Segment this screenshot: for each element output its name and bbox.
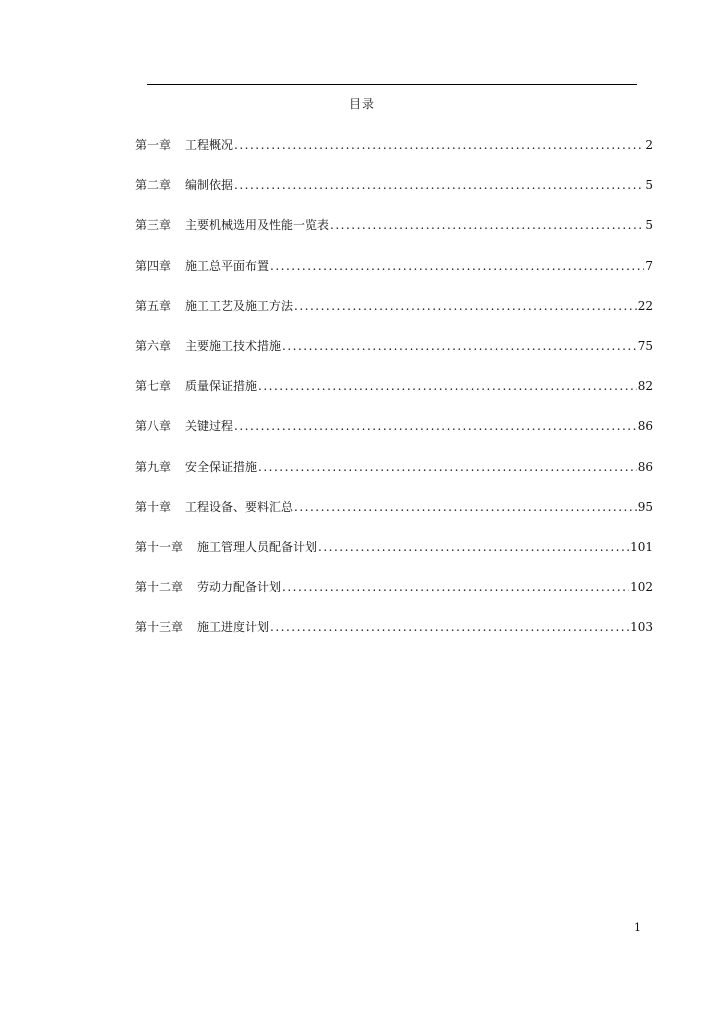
toc-chapter-label: 第三章 [135, 218, 172, 233]
toc-entry[interactable] [135, 498, 653, 538]
toc-entry-title: 安全保证措施 [185, 459, 258, 474]
toc-page-number: 2 [645, 138, 653, 152]
toc-page-number: 86 [637, 419, 653, 434]
toc-page-number: 103 [630, 620, 653, 635]
toc-entry-title: 施工总平面布置 [185, 258, 270, 273]
toc-chapter-label: 第五章 [135, 298, 172, 313]
toc-entry[interactable] [135, 297, 653, 337]
toc-entry-title: 质量保证措施 [185, 379, 258, 394]
dot-leader [318, 540, 629, 554]
toc-entry-title: 主要施工技术措施 [185, 338, 282, 353]
toc-entry-title: 编制依据 [185, 178, 234, 193]
header-rule [147, 84, 637, 85]
toc-page-number: 5 [645, 178, 653, 193]
toc-entry[interactable] [135, 136, 653, 176]
toc-entry-title: 施工进度计划 [197, 620, 270, 635]
toc-title: 目录 [348, 97, 375, 111]
toc-entry[interactable] [135, 458, 653, 498]
toc-entry-title: 施工工艺及施工方法 [185, 298, 294, 313]
toc-page-number: 101 [630, 539, 653, 554]
dot-leader [330, 218, 644, 232]
toc-chapter-label: 第八章 [135, 419, 172, 434]
dot-leader [282, 580, 629, 594]
table-of-contents [135, 136, 653, 658]
toc-entry[interactable] [135, 337, 653, 377]
toc-chapter-label: 第十章 [135, 499, 172, 514]
toc-entry[interactable] [135, 257, 653, 297]
toc-entry[interactable] [135, 618, 653, 658]
toc-page-number: 86 [637, 459, 653, 474]
toc-chapter-label: 第十一章 [135, 539, 184, 554]
toc-entry-title: 工程概况 [185, 138, 234, 152]
dot-leader [270, 620, 629, 634]
toc-entry-title: 主要机械选用及性能一览表 [185, 218, 330, 233]
toc-page-number: 22 [637, 298, 653, 313]
toc-chapter-label: 第十二章 [135, 580, 184, 595]
toc-page-number: 102 [630, 580, 653, 595]
dot-leader [258, 460, 637, 474]
dot-leader [294, 299, 637, 313]
toc-page-number: 82 [637, 379, 653, 394]
dot-leader [294, 500, 637, 514]
dot-leader [234, 138, 644, 152]
toc-page-number: 5 [645, 218, 653, 233]
toc-entry[interactable] [135, 578, 653, 618]
toc-entry[interactable] [135, 216, 653, 256]
toc-entry[interactable] [135, 176, 653, 216]
toc-page-number: 95 [637, 499, 653, 514]
toc-chapter-label: 第九章 [135, 459, 172, 474]
toc-entry[interactable] [135, 538, 653, 578]
toc-chapter-label: 第六章 [135, 338, 172, 353]
toc-chapter-label: 第十三章 [135, 620, 184, 635]
page-number: 1 [634, 921, 641, 934]
dot-leader [258, 379, 637, 393]
toc-entry[interactable] [135, 417, 653, 457]
toc-chapter-label: 第四章 [135, 258, 172, 273]
toc-chapter-label: 第七章 [135, 379, 172, 394]
toc-entry-title: 施工管理人员配备计划 [197, 539, 318, 554]
toc-chapter-label: 第一章 [135, 138, 172, 152]
toc-entry-title: 关键过程 [185, 419, 234, 434]
toc-chapter-label: 第二章 [135, 178, 172, 193]
toc-page-number: 7 [645, 258, 653, 273]
toc-page-number: 75 [637, 338, 653, 353]
toc-entry-title: 劳动力配备计划 [197, 580, 282, 595]
toc-entry-title: 工程设备、要料汇总 [185, 499, 294, 514]
dot-leader [234, 419, 637, 433]
dot-leader [282, 339, 637, 353]
dot-leader [234, 178, 644, 192]
dot-leader [270, 259, 644, 273]
toc-entry[interactable] [135, 377, 653, 417]
